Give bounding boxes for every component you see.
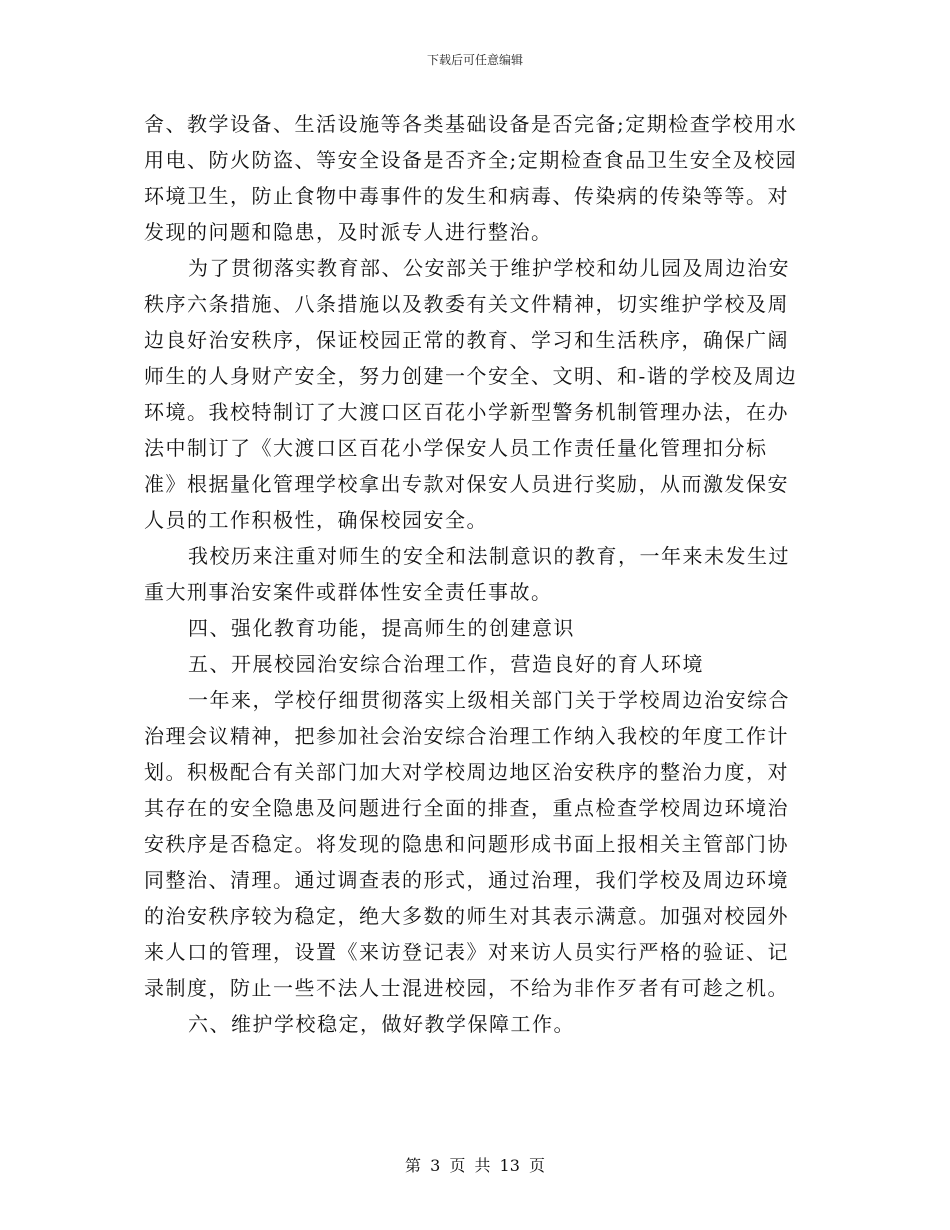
text-line: 我校历来注重对师生的安全和法制意识的教育，一年来未发生过 [188,544,790,568]
text-line: 用电、防火防盗、等安全设备是否齐全;定期检查食品卫生安全及校园 [144,148,798,172]
text-line: 的治安秩序较为稳定，绝大多数的师生对其表示满意。加强对校园外 [144,904,789,928]
text-line: 录制度，防止一些不法人士混进校园，不给为非作歹者有可趁之机。 [144,976,789,1000]
text-line: 边良好治安秩序，保证校园正常的教育、学习和生活秩序，确保广阔 [144,328,789,352]
section-heading: 五、开展校园治安综合治理工作，营造良好的育人环境 [188,652,704,676]
text-line: 法中制订了《大渡口区百花小学保安人员工作责任量化管理扣分标 [144,436,768,460]
page-number-footer: 第 3 页 共 13 页 [405,1156,545,1175]
text-line: 安秩序是否稳定。将发现的隐患和问题形成书面上报相关主管部门协 [144,832,789,856]
text-line: 准》根据量化管理学校拿出专款对保安人员进行奖励，从而激发保安 [144,472,789,496]
section-heading: 四、强化教育功能，提高师生的创建意识 [188,616,575,640]
text-line: 环境卫生，防止食物中毒事件的发生和病毒、传染病的传染等等。对 [144,184,789,208]
text-line: 人员的工作积极性，确保校园安全。 [144,508,488,532]
text-line: 舍、教学设备、生活设施等各类基础设备是否完备;定期检查学校用水 [144,112,798,136]
text-line: 划。积极配合有关部门加大对学校周边地区治安秩序的整治力度，对 [144,760,789,784]
text-line: 秩序六条措施、八条措施以及教委有关文件精神，切实维护学校及周 [144,292,789,316]
text-line: 一年来，学校仔细贯彻落实上级相关部门关于学校周边治安综合 [188,688,790,712]
text-line: 来人口的管理，设置《来访登记表》对来访人员实行严格的验证、记 [144,940,789,964]
text-line: 治理会议精神，把参加社会治安综合治理工作纳入我校的年度工作计 [144,724,789,748]
text-line: 发现的问题和隐患，及时派专人进行整治。 [144,220,553,244]
text-line: 师生的人身财产安全，努力创建一个安全、文明、和-谐的学校及周边 [144,364,798,388]
text-line: 环境。我校特制订了大渡口区百花小学新型警务机制管理办法，在办 [144,400,789,424]
document-body [144,106,814,1042]
text-line: 同整治、清理。通过调查表的形式，通过治理，我们学校及周边环境 [144,868,789,892]
text-line: 为了贯彻落实教育部、公安部关于维护学校和幼儿园及周边治安 [188,256,790,280]
page-header: 下载后可任意编辑 [426,53,523,67]
section-heading: 六、维护学校稳定，做好教学保障工作。 [188,1012,575,1036]
text-line: 其存在的安全隐患及问题进行全面的排查，重点检查学校周边环境治 [144,796,789,820]
text-line: 重大刑事治安案件或群体性安全责任事故。 [144,580,553,604]
